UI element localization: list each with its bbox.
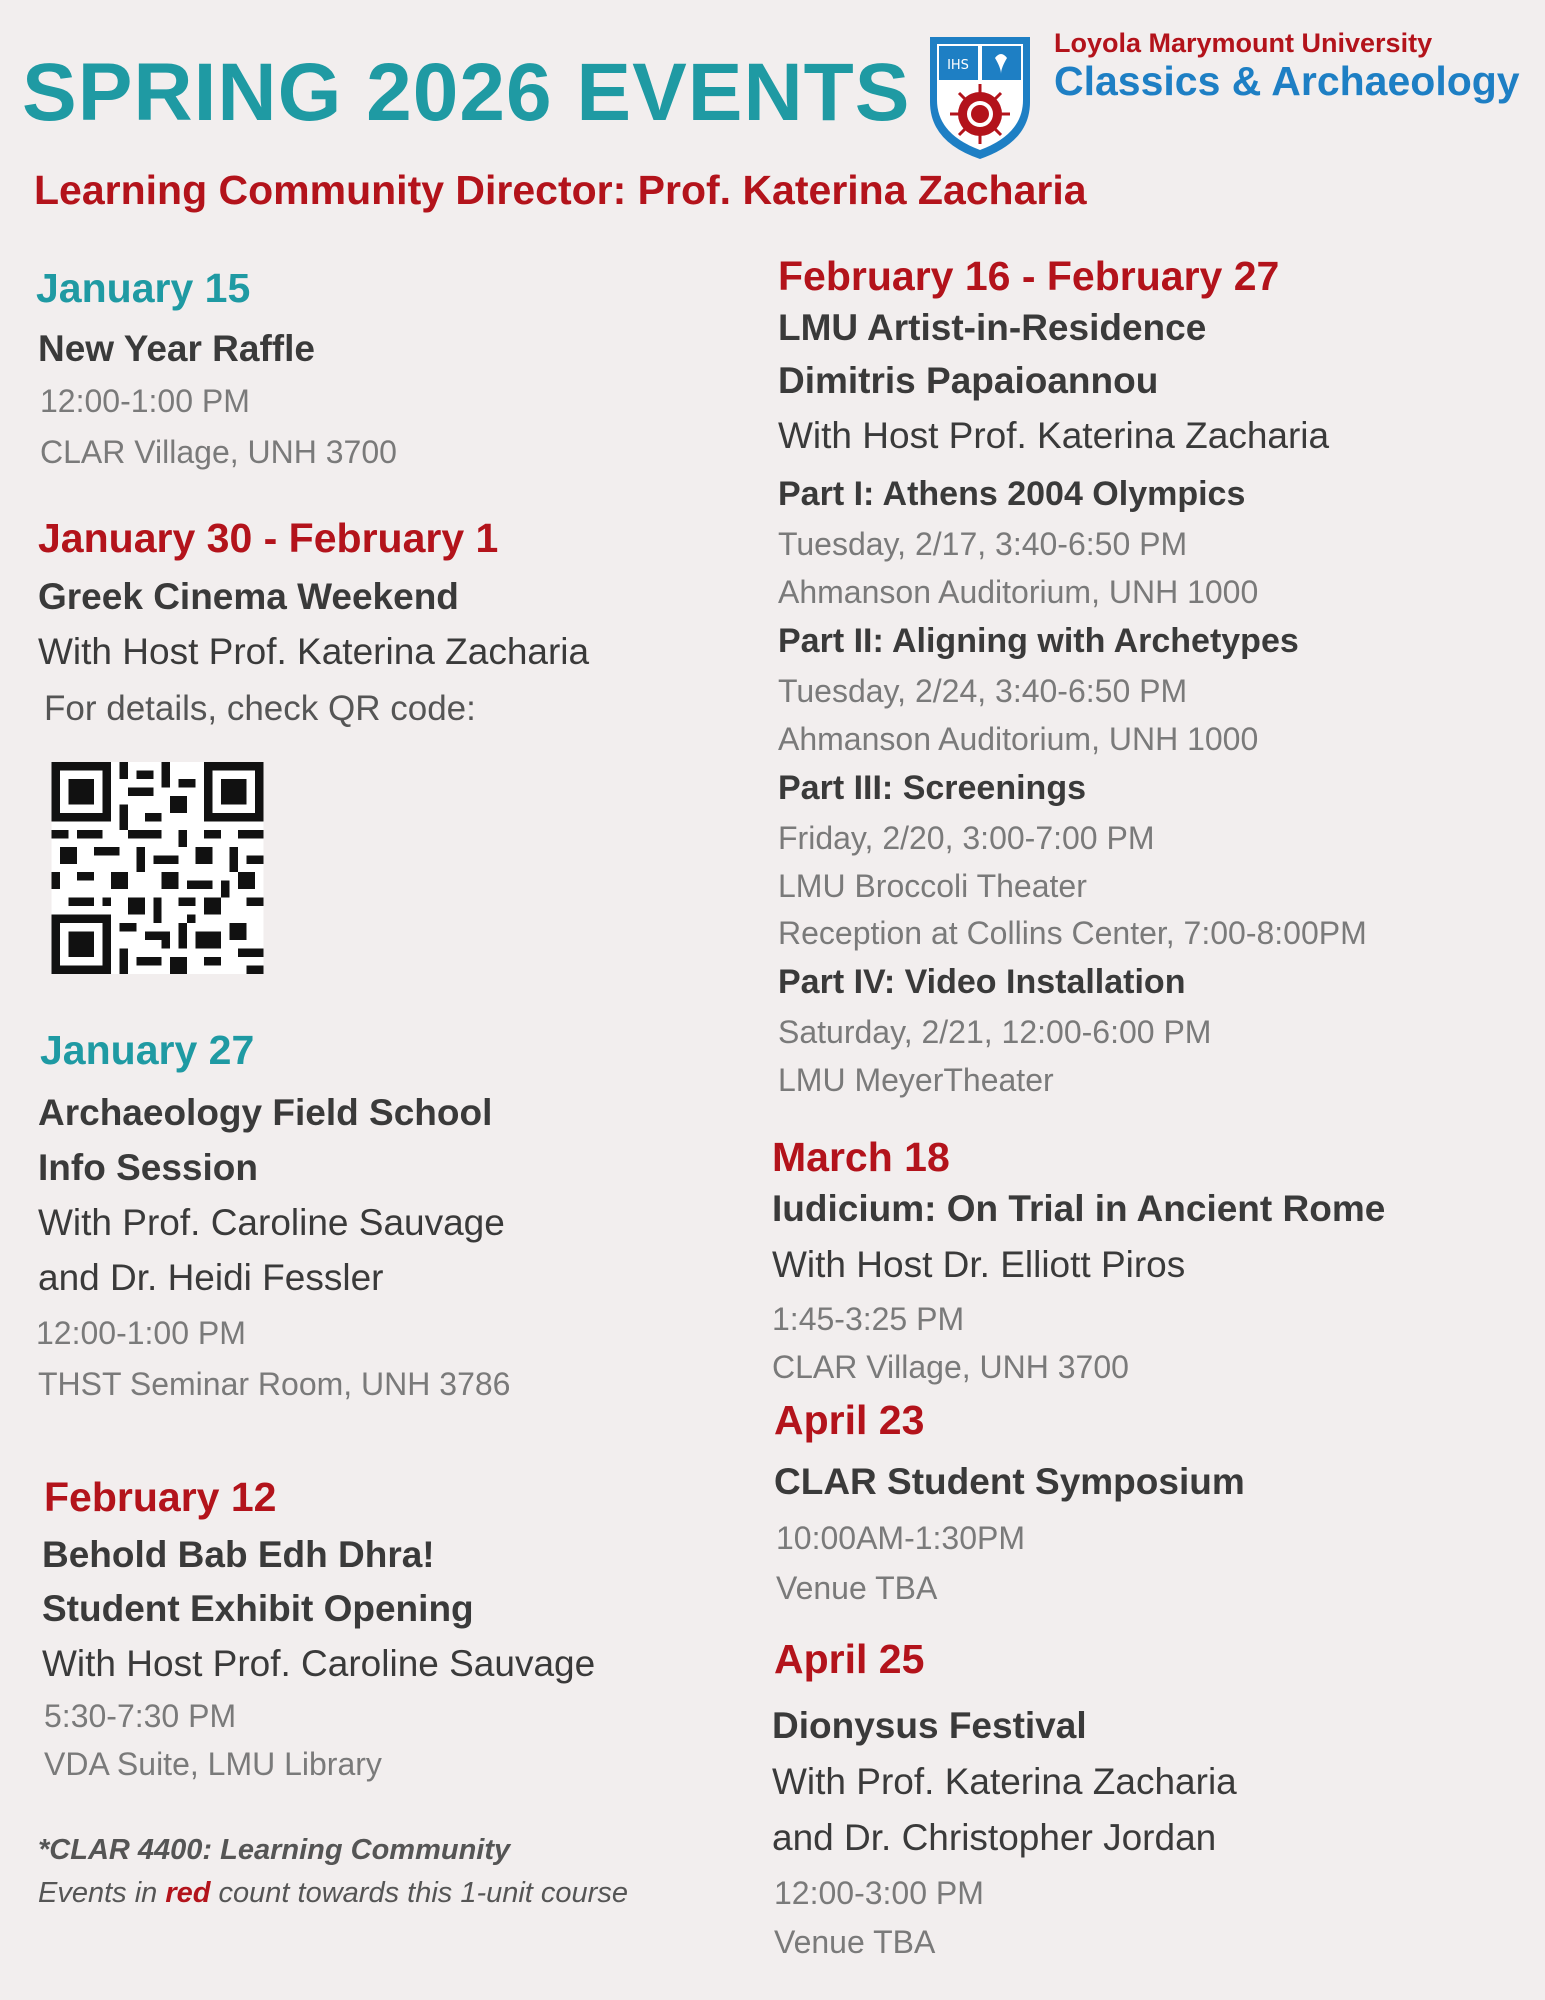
event-date: April 25 xyxy=(774,1636,925,1682)
event-time: Saturday, 2/21, 12:00-6:00 PM xyxy=(778,1014,1212,1050)
department-name: Classics & Archaeology xyxy=(1054,58,1520,104)
event-date: February 12 xyxy=(44,1474,277,1520)
event-part-title: Part III: Screenings xyxy=(778,769,1086,807)
event-host: With Host Dr. Elliott Piros xyxy=(772,1244,1186,1285)
event-host: With Prof. Caroline Sauvage xyxy=(38,1202,505,1243)
qr-code[interactable] xyxy=(50,762,265,974)
event-venue: THST Seminar Room, UNH 3786 xyxy=(38,1366,511,1402)
event-date: March 18 xyxy=(772,1134,950,1180)
note-text: count towards this 1-unit course xyxy=(210,1877,628,1909)
event-date: January 30 - February 1 xyxy=(38,515,499,561)
event-host: With Host Prof. Katerina Zacharia xyxy=(38,631,590,672)
event-host: With Prof. Katerina Zacharia xyxy=(772,1761,1237,1802)
event-venue: CLAR Village, UNH 3700 xyxy=(772,1349,1129,1385)
university-name: Loyola Marymount University xyxy=(1054,28,1433,58)
event-venue: Ahmanson Auditorium, UNH 1000 xyxy=(778,574,1259,610)
event-title: Student Exhibit Opening xyxy=(42,1588,474,1629)
event-venue: VDA Suite, LMU Library xyxy=(44,1746,382,1782)
course-note xyxy=(38,1834,510,1867)
event-venue: Ahmanson Auditorium, UNH 1000 xyxy=(778,721,1259,757)
event-date: February 16 - February 27 xyxy=(778,253,1280,299)
event-time: Friday, 2/20, 3:00-7:00 PM xyxy=(778,820,1155,856)
event-time: 5:30-7:30 PM xyxy=(44,1698,237,1734)
event-title: LMU Artist-in-Residence xyxy=(778,307,1207,348)
event-time: Tuesday, 2/17, 3:40-6:50 PM xyxy=(778,526,1188,562)
event-title: CLAR Student Symposium xyxy=(774,1461,1245,1502)
event-part-title: Part IV: Video Installation xyxy=(778,963,1186,1001)
event-title: Dionysus Festival xyxy=(772,1705,1087,1746)
event-date: January 27 xyxy=(40,1027,255,1073)
event-venue: Venue TBA xyxy=(776,1570,938,1606)
course-note-title: *CLAR 4400: Learning Community xyxy=(38,1834,511,1866)
event-date: January 15 xyxy=(36,265,251,311)
qr-instruction: For details, check QR code: xyxy=(44,689,476,728)
event-title: Info Session xyxy=(38,1147,258,1188)
event-host: and Dr. Christopher Jordan xyxy=(772,1817,1217,1858)
event-title: Archaeology Field School xyxy=(38,1092,493,1133)
event-venue: LMU MeyerTheater xyxy=(778,1062,1054,1098)
event-title: Iudicium: On Trial in Ancient Rome xyxy=(772,1188,1386,1229)
svg-text:IHS: IHS xyxy=(947,58,969,73)
event-time: 12:00-1:00 PM xyxy=(36,1315,246,1351)
event-title: Behold Bab Edh Dhra! xyxy=(42,1534,435,1575)
event-venue: LMU Broccoli Theater xyxy=(778,868,1087,904)
event-time: 12:00-3:00 PM xyxy=(774,1875,984,1911)
event-venue: CLAR Village, UNH 3700 xyxy=(40,434,397,470)
director-line: Learning Community Director: Prof. Katerina Zacharia xyxy=(34,167,1087,213)
event-venue: Venue TBA xyxy=(774,1924,936,1960)
event-date: April 23 xyxy=(774,1397,925,1443)
event-part-title: Part I: Athens 2004 Olympics xyxy=(778,475,1246,513)
event-title: New Year Raffle xyxy=(38,328,315,369)
event-reception: Reception at Collins Center, 7:00-8:00PM xyxy=(778,915,1367,951)
event-host: and Dr. Heidi Fessler xyxy=(38,1257,384,1298)
event-title: Greek Cinema Weekend xyxy=(38,576,459,617)
note-text: Events in xyxy=(38,1877,166,1909)
event-host: With Host Prof. Caroline Sauvage xyxy=(42,1643,596,1684)
event-time: 12:00-1:00 PM xyxy=(40,383,250,419)
event-time: 10:00AM-1:30PM xyxy=(776,1520,1026,1556)
lmu-shield-logo xyxy=(925,32,1035,162)
event-host: With Host Prof. Katerina Zacharia xyxy=(778,415,1330,456)
event-time: 1:45-3:25 PM xyxy=(772,1301,965,1337)
event-time: Tuesday, 2/24, 3:40-6:50 PM xyxy=(778,673,1188,709)
course-note-detail xyxy=(38,1877,628,1910)
event-part-title: Part II: Aligning with Archetypes xyxy=(778,622,1299,660)
page-title: SPRING 2026 EVENTS xyxy=(22,47,911,138)
note-red-word: red xyxy=(165,1877,211,1909)
event-title: Dimitris Papaioannou xyxy=(778,360,1159,401)
